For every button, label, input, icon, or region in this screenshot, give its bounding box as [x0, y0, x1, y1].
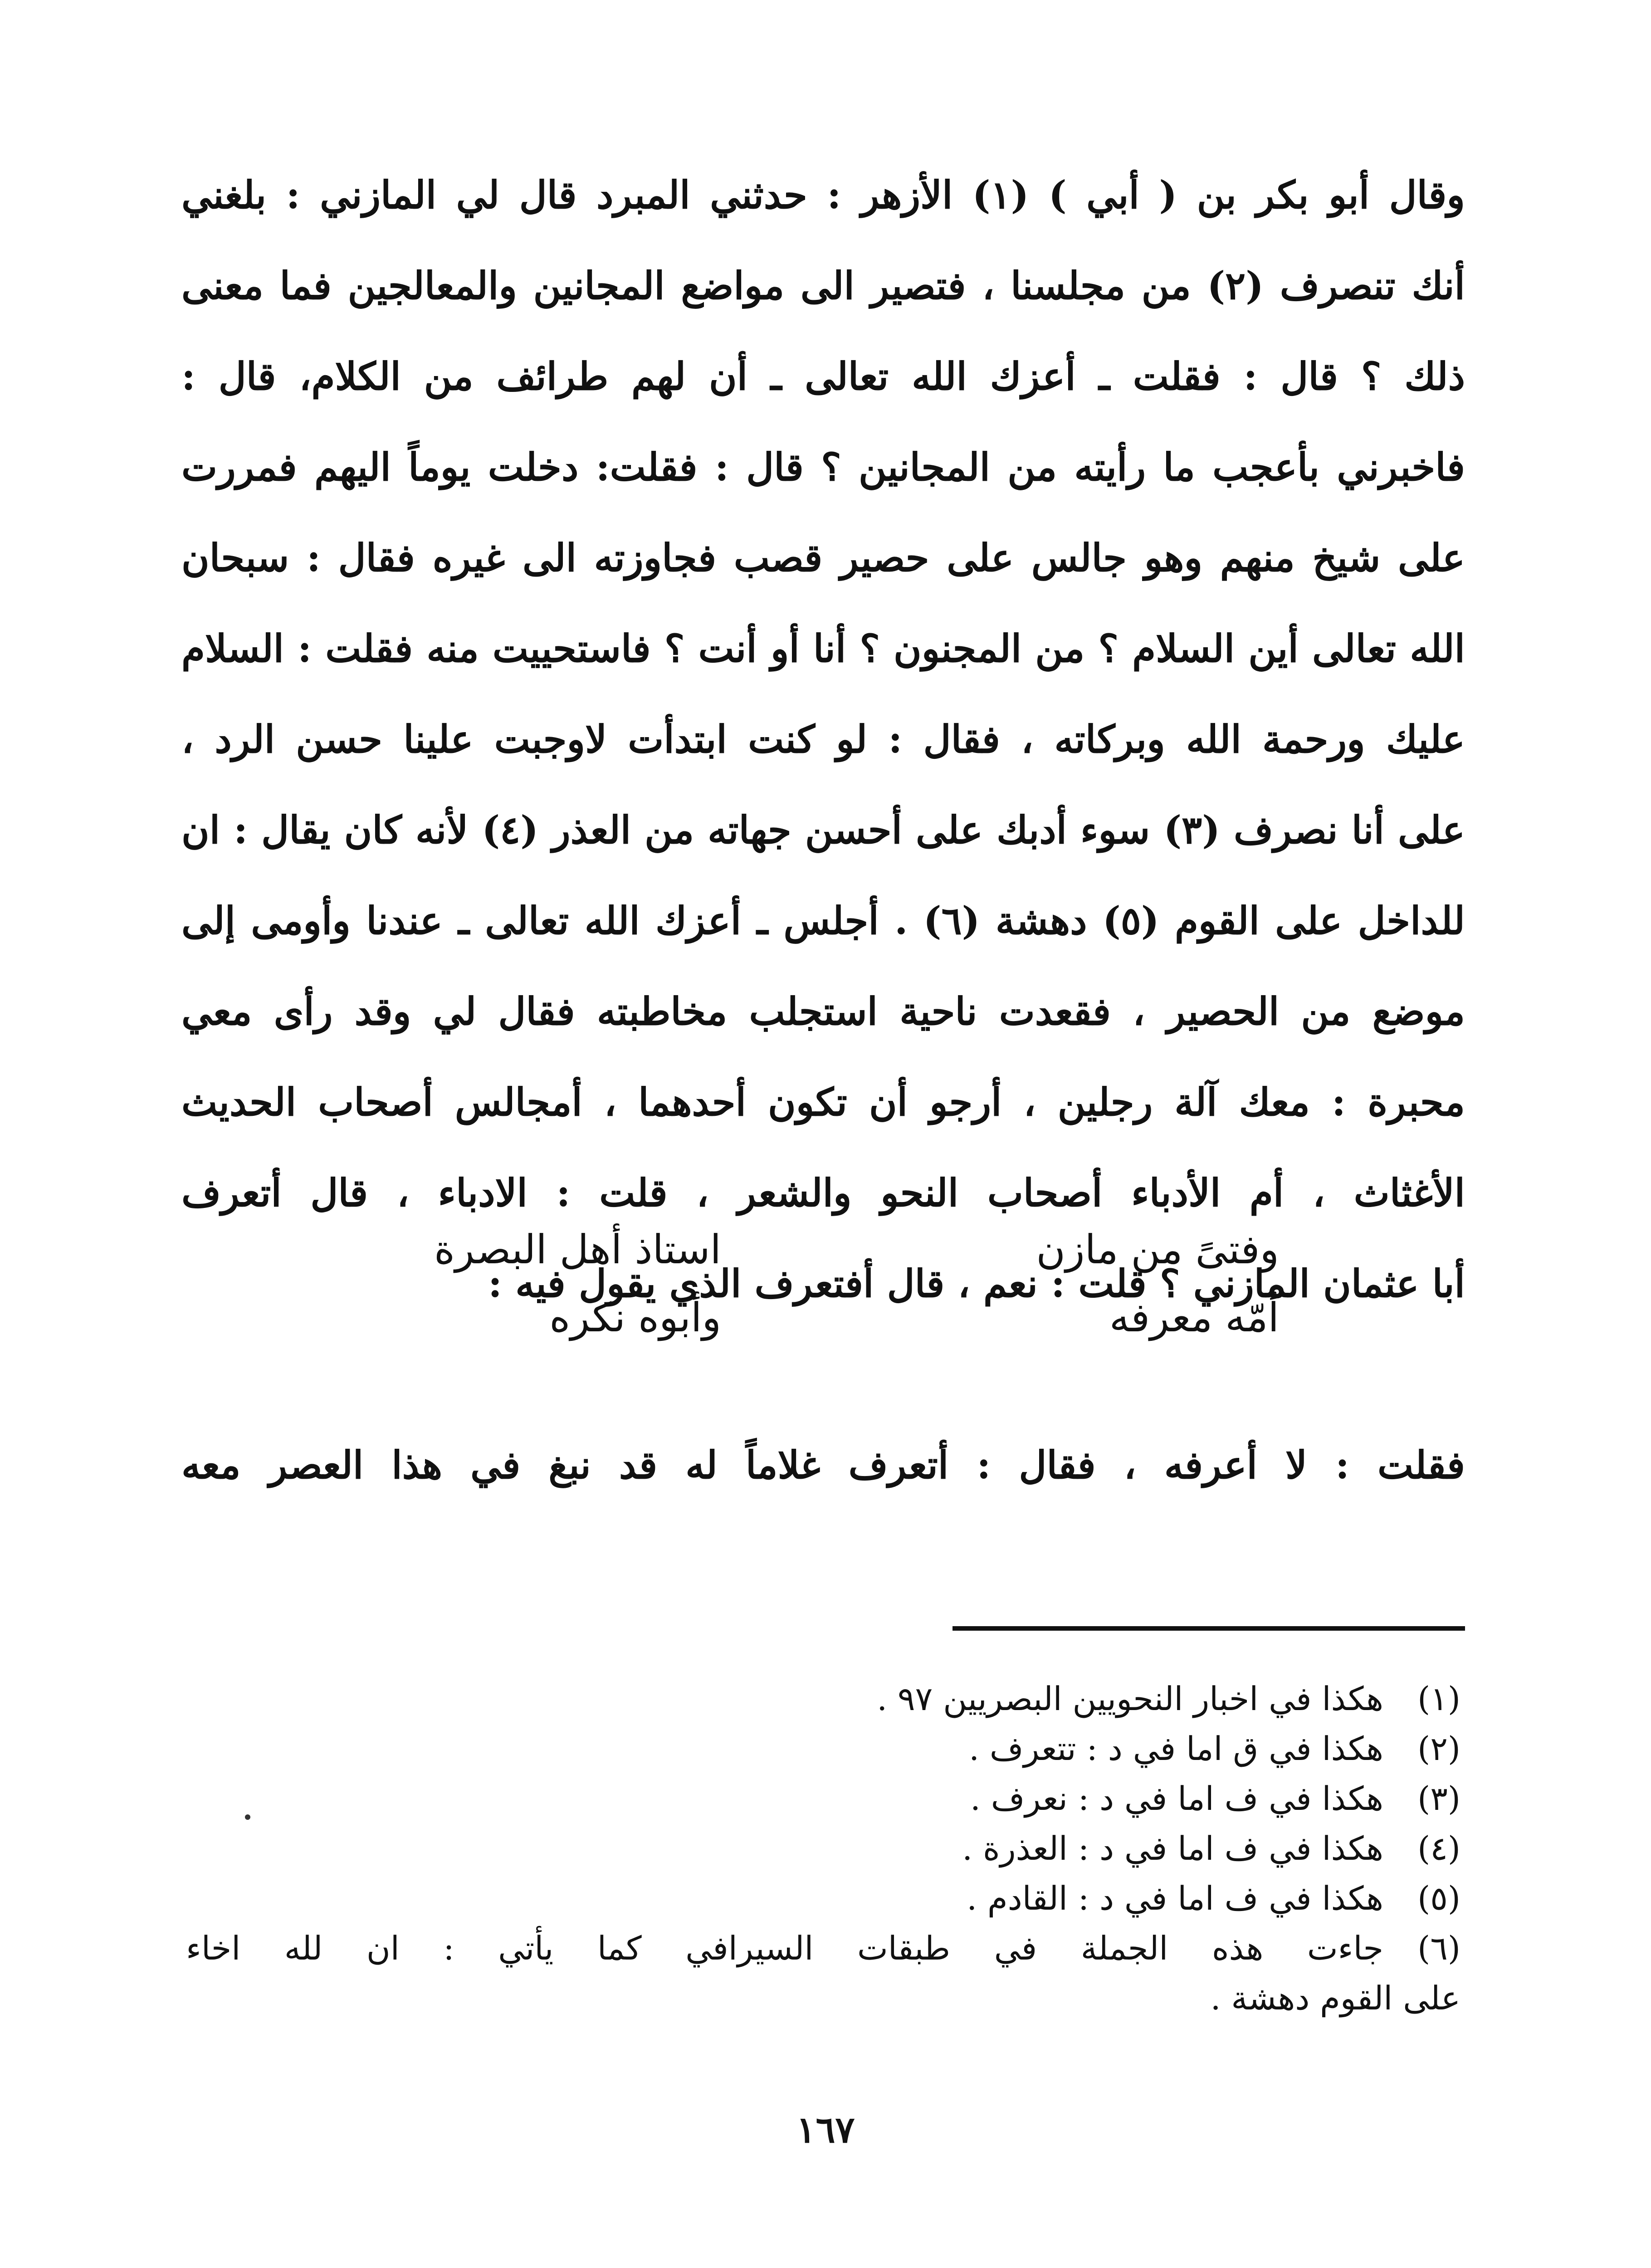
text-line: على أنا نصرف (٣) سوء أدبك على أحسن جهاته من العذر (٤) لأنه كان يقال : ان	[181, 807, 1465, 852]
footnote-number: (٢)	[1417, 1730, 1460, 1768]
text-line: ذلك ؟ قال : فقلت ـ أعزك الله تعالى ـ أن لهم طرائف من الكلام، قال :	[181, 354, 1465, 399]
text-line: فاخبرني بأعجب ما رأيته من المجانين ؟ قال : فقلت: دخلت يوماً اليهم فمررت	[181, 445, 1465, 489]
footnote-text: هكذا في اخبار النحويين البصريين ٩٧ .	[877, 1680, 1383, 1718]
footnotes-block	[186, 1674, 1460, 2023]
stray-ink-dot	[245, 1814, 250, 1820]
text-line: على شيخ منهم وهو جالس على حصير قصب فجاوزته الى غيره فقال : سبحان	[181, 535, 1465, 580]
footnote-item	[186, 1724, 1460, 1774]
text-line: أنك تنصرف (٢) من مجلسنا ، فتصير الى مواضع المجانين والمعالجين فما معنى	[181, 263, 1465, 308]
page-number: ١٦٧	[796, 2108, 855, 2151]
footnote-number: (٤)	[1417, 1829, 1460, 1867]
text-line-after-poem: فقلت : لا أعرفه ، فقال : أتعرف غلاماً له قد نبغ في هذا العصر معه	[181, 1442, 1465, 1487]
footnote-text: جاءت هذه الجملة في طبقات السيرافي كما يأتي : ان لله اخاء	[186, 1929, 1383, 1967]
footnote-text: هكذا في ق اما في د : تتعرف .	[969, 1730, 1383, 1768]
poem-second-hemistich: استاذ أهل البصرة	[434, 1226, 721, 1273]
footnote-item	[186, 1774, 1460, 1823]
footnote-number: (١)	[1417, 1680, 1460, 1718]
footnote-item	[186, 1674, 1460, 1724]
text-line: عليك ورحمة الله وبركاته ، فقال : لو كنت ابتدأت لاوجبت علينا حسن الرد ،	[181, 717, 1465, 762]
poem-verse	[349, 1284, 1279, 1352]
text-line: محبرة : معك آلة رجلين ، أرجو أن تكون أحدهما ، أمجالس أصحاب الحديث	[181, 1080, 1465, 1124]
text-line: الأغثاث ، أم الأدباء أصحاب النحو والشعر ، قلت : الادباء ، قال أتعرف	[181, 1170, 1465, 1215]
footnote-text: هكذا في ف اما في د : نعرف .	[970, 1779, 1383, 1818]
text-line: للداخل على القوم (٥) دهشة (٦) . أجلس ـ أعزك الله تعالى ـ عندنا وأومى إلى	[181, 898, 1465, 943]
poem-first-hemistich: وفتىً من مازن	[1036, 1226, 1279, 1273]
footnote-continuation: على القوم دهشة .	[1210, 1979, 1460, 2017]
footnote-text: هكذا في ف اما في د : العذرة .	[962, 1829, 1383, 1867]
poem-verse	[349, 1216, 1279, 1284]
poem-first-hemistich: أمّه معرفه	[1109, 1294, 1279, 1341]
text-line: الله تعالى أين السلام ؟ من المجنون ؟ أنا أو أنت ؟ فاستحييت منه فقلت : السلام	[181, 626, 1465, 671]
poem-block	[349, 1216, 1279, 1352]
footnote-item	[186, 1823, 1460, 1873]
footnote-number: (٦)	[1417, 1929, 1460, 1967]
footnote-divider	[952, 1626, 1465, 1631]
text-line: أبا عثمان المازني ؟ قلت : نعم ، قال أفتعرف الذي يقول فيه :	[488, 1261, 1465, 1306]
footnote-text: هكذا في ف اما في د : القادم .	[967, 1879, 1383, 1917]
footnote-item	[186, 1923, 1460, 1973]
poem-second-hemistich: وأبوه نكره	[549, 1294, 721, 1341]
text-line: وقال أبو بكر بن ( أبي ) (١) الأزهر : حدثني المبرد قال لي المازني : بلغني	[181, 172, 1465, 217]
main-text-block	[181, 150, 1465, 1329]
footnote-number: (٥)	[1417, 1879, 1460, 1917]
footnote-item	[186, 1873, 1460, 1923]
text-line: موضع من الحصير ، فقعدت ناحية استجلب مخاطبته فقال لي وقد رأى معي	[181, 989, 1465, 1034]
footnote-number: (٣)	[1417, 1779, 1460, 1818]
